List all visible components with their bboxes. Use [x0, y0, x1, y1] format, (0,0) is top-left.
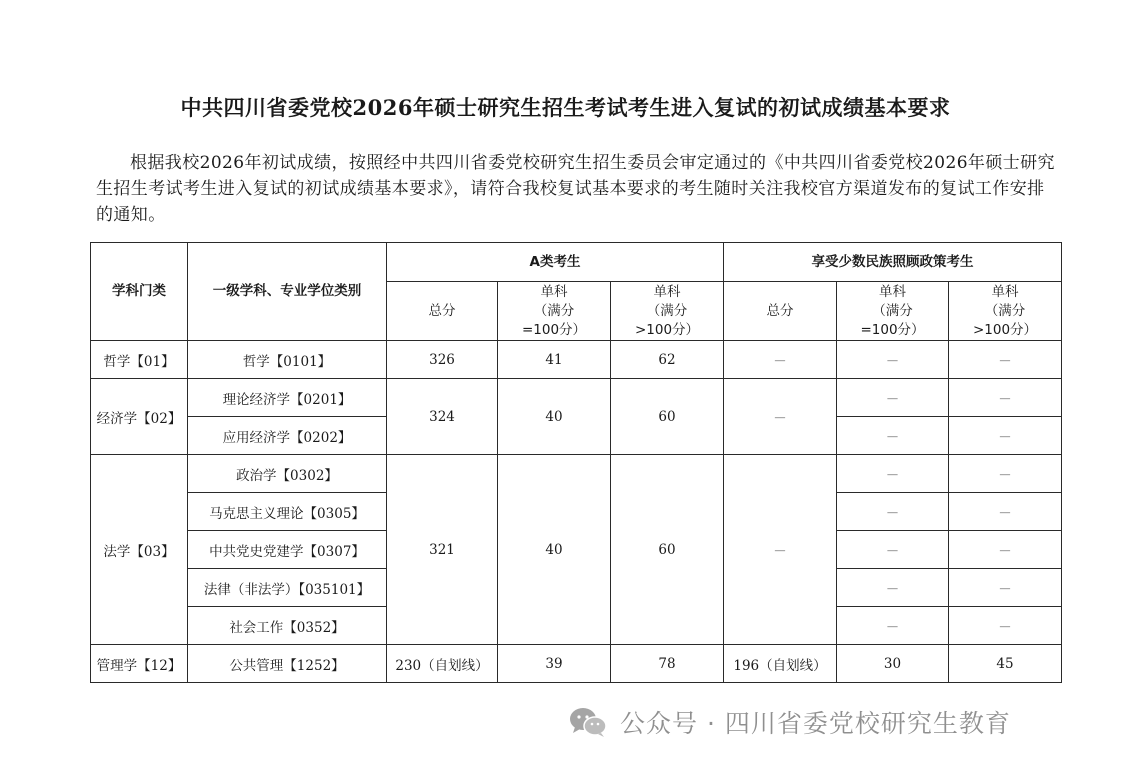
header-row-1 — [91, 243, 1062, 282]
m-single-over-cell: － — [949, 417, 1062, 455]
category-cell: 法学【03】 — [91, 455, 188, 645]
m-single-100-cell: － — [837, 531, 949, 569]
a-single-over-cell: 60 — [611, 455, 724, 645]
a-single-100-cell: 40 — [498, 455, 611, 645]
header-discipline: 一级学科、专业学位类别 — [188, 243, 387, 341]
m-single-100-cell: － — [837, 379, 949, 417]
subject-cell: 应用经济学【0202】 — [188, 417, 387, 455]
subject-cell: 哲学【0101】 — [188, 341, 387, 379]
a-total-cell: 326 — [387, 341, 498, 379]
a-single-100-cell: 40 — [498, 379, 611, 455]
m-single-over-cell: － — [949, 341, 1062, 379]
header-a-single-100: 单科 （满分 =100分） — [498, 282, 611, 341]
m-single-100-cell: － — [837, 493, 949, 531]
m-total-cell: － — [724, 379, 837, 455]
table-row — [91, 379, 1062, 417]
table-row — [91, 455, 1062, 493]
m-total-cell: 196（自划线） — [724, 645, 837, 683]
header-group-minority: 享受少数民族照顾政策考生 — [724, 243, 1062, 282]
m-single-over-cell: － — [949, 493, 1062, 531]
m-total-cell: － — [724, 455, 837, 645]
m-single-100-cell: － — [837, 607, 949, 645]
m-single-100-cell: － — [837, 341, 949, 379]
a-total-cell: 324 — [387, 379, 498, 455]
header-group-a: A类考生 — [387, 243, 724, 282]
header-m-single-over-100: 单科 （满分 >100分） — [949, 282, 1062, 341]
m-total-cell: － — [724, 341, 837, 379]
m-single-100-cell: － — [837, 569, 949, 607]
a-total-cell: 321 — [387, 455, 498, 645]
m-single-100-cell: － — [837, 417, 949, 455]
header-a-single-over-100: 单科 （满分 >100分） — [611, 282, 724, 341]
page-title: 中共四川省委党校2026年硕士研究生招生考试考生进入复试的初试成绩基本要求 — [180, 95, 951, 120]
subject-cell: 公共管理【1252】 — [188, 645, 387, 683]
table-row — [91, 645, 1062, 683]
subject-cell: 社会工作【0352】 — [188, 607, 387, 645]
a-single-100-cell: 41 — [498, 341, 611, 379]
subject-cell: 马克思主义理论【0305】 — [188, 493, 387, 531]
intro-paragraph: 根据我校2026年初试成绩，按照经中共四川省委党校研究生招生委员会审定通过的《中共四川省委党校2026年硕士研究生招生考试考生进入复试的初试成绩基本要求》，请符合我校复试基本要求的考生随时关注我校官方渠道发布的复试工作安排的通知。 — [96, 153, 1055, 225]
category-cell: 哲学【01】 — [91, 341, 188, 379]
table-row — [91, 341, 1062, 379]
watermark — [568, 702, 1011, 742]
header-m-single-100: 单科 （满分 =100分） — [837, 282, 949, 341]
category-cell: 管理学【12】 — [91, 645, 188, 683]
subject-cell: 中共党史党建学【0307】 — [188, 531, 387, 569]
m-single-over-cell: － — [949, 455, 1062, 493]
a-single-over-cell: 62 — [611, 341, 724, 379]
header-category: 学科门类 — [91, 243, 188, 341]
m-single-over-cell: － — [949, 569, 1062, 607]
m-single-over-cell: 45 — [949, 645, 1062, 683]
header-a-total: 总分 — [387, 282, 498, 341]
category-cell: 经济学【02】 — [91, 379, 188, 455]
m-single-over-cell: － — [949, 607, 1062, 645]
subject-cell: 法律（非法学）【035101】 — [188, 569, 387, 607]
a-single-100-cell: 39 — [498, 645, 611, 683]
header-m-total: 总分 — [724, 282, 837, 341]
m-single-over-cell: － — [949, 379, 1062, 417]
a-single-over-cell: 60 — [611, 379, 724, 455]
m-single-over-cell: － — [949, 531, 1062, 569]
m-single-100-cell: 30 — [837, 645, 949, 683]
requirements-table — [90, 242, 1062, 683]
watermark-text: 公众号 · 四川省委党校研究生教育 — [620, 709, 1011, 738]
subject-cell: 政治学【0302】 — [188, 455, 387, 493]
wechat-icon — [568, 706, 608, 738]
subject-cell: 理论经济学【0201】 — [188, 379, 387, 417]
a-single-over-cell: 78 — [611, 645, 724, 683]
m-single-100-cell: － — [837, 455, 949, 493]
a-total-cell: 230（自划线） — [387, 645, 498, 683]
